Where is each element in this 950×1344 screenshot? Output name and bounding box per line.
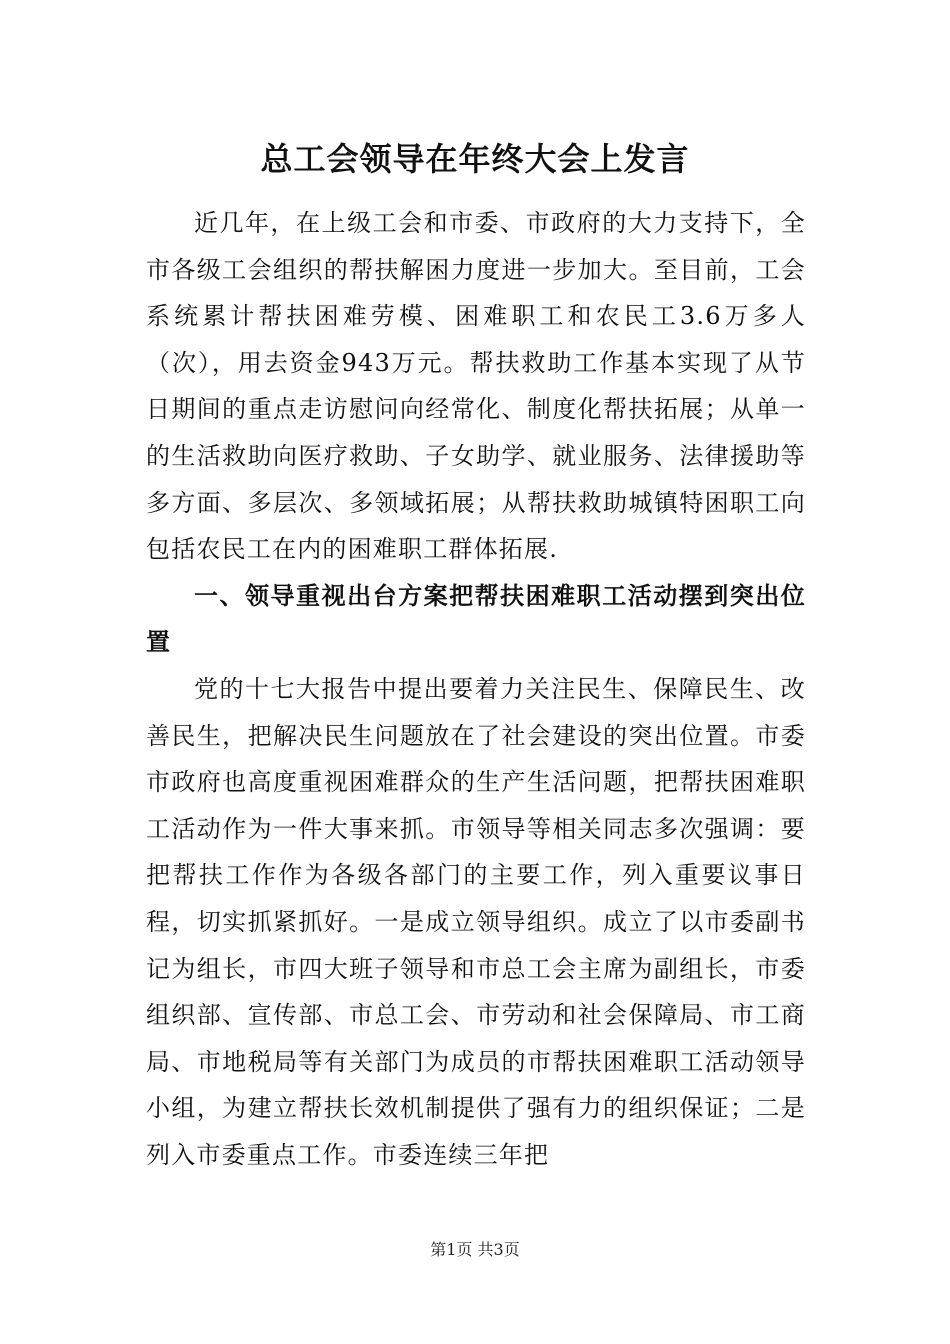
section-paragraph: 党的十七大报告中提出要着力关注民生、保障民生、改善民生，把解决民生问题放在了社会建设的突出位置。市委市政府也高度重视困难群众的生产生活问题，把帮扶困难职工活动作为一件大事来抓。市领导等相关同志多次强调：要把帮扶工作作为各级各部门的主要工作，列入重要议事日程，切实抓紧抓好。一是成立领导组织。成立了以市委副书记为组长，市四大班子领导和市总工会主席为副组长，市委组织部、宣传部、市总工会、市劳动和社会保障局、市工商局、市地税局等有关部门为成员的市帮扶困难职工活动领导小组，为建立帮扶长效机制提供了强有力的组织保证；二是列入市委重点工作。市委连续三年把	[146, 674, 806, 1169]
section-heading: 一、领导重视出台方案把帮扶困难职工活动摆到突出位置	[146, 581, 806, 657]
page-number-footer: 第1页 共3页	[430, 1240, 520, 1259]
intro-paragraph: 近几年，在上级工会和市委、市政府的大力支持下，全市各级工会组织的帮扶解困力度进一步加大。至目前，工会系统累计帮扶困难劳模、困难职工和农民工3.6万多人（次），用去资金943万元。帮扶救助工作基本实现了从节日期间的重点走访慰问向经常化、制度化帮扶拓展；从单一的生活救助向医疗救助、子女助学、就业服务、法律援助等多方面、多层次、多领域拓展；从帮扶救助城镇特困职工向包括农民工在内的困难职工群体拓展.	[146, 209, 806, 564]
document-title: 总工会领导在年终大会上发言	[260, 140, 690, 178]
document-body	[146, 200, 806, 1178]
